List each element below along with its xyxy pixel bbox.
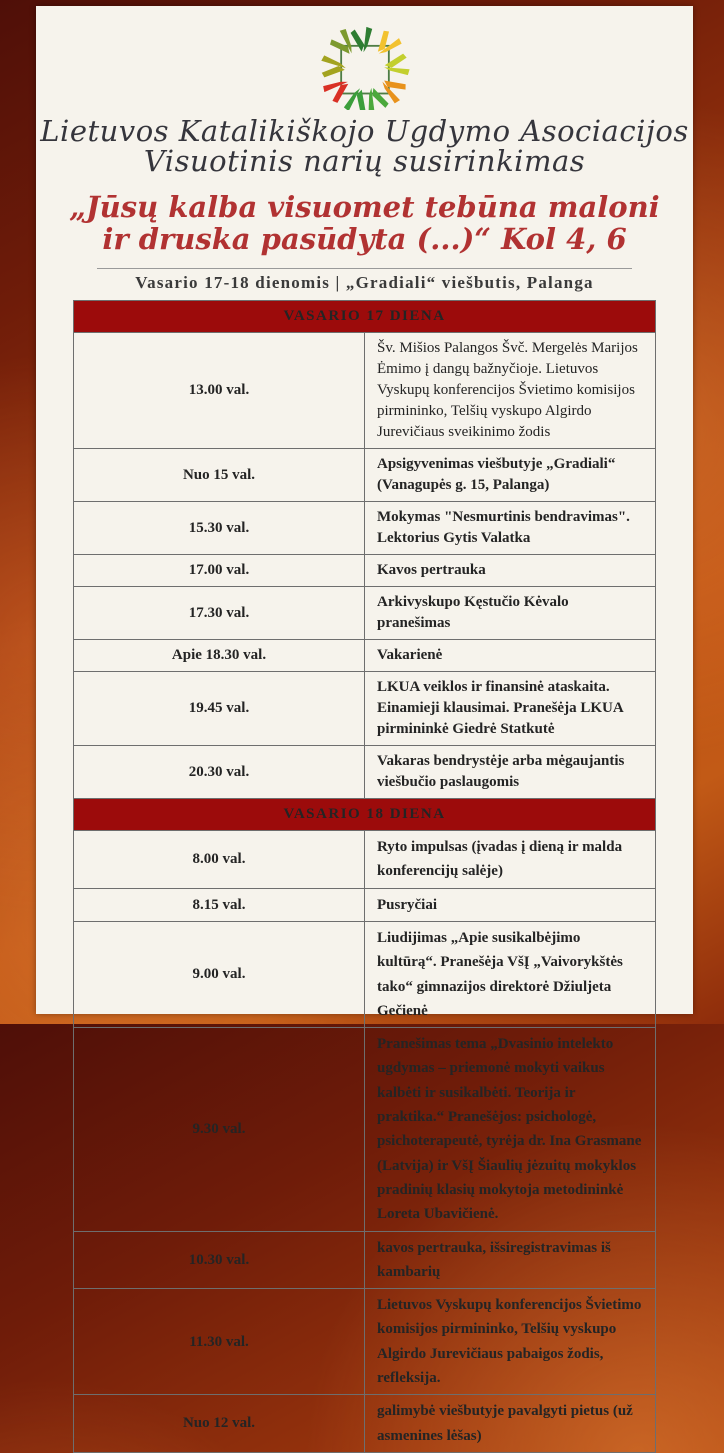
- title-line-1: Lietuvos Katalikiškojo Ugdymo Asociacijos: [40, 114, 689, 148]
- page-title: [36, 114, 693, 179]
- time-cell: 13.00 val.: [74, 333, 365, 449]
- activity-cell: Arkivyskupo Kęstučio Kėvalo pranešimas: [365, 587, 656, 640]
- table-row: [74, 449, 656, 502]
- time-cell: 19.45 val.: [74, 672, 365, 746]
- activity-cell: Pusryčiai: [365, 888, 656, 921]
- time-cell: Nuo 12 val.: [74, 1395, 365, 1453]
- schedule-table: [73, 300, 656, 1453]
- activity-cell: Kavos pertrauka: [365, 555, 656, 587]
- quote-line-2: ir druska pasūdyta (...)“ Kol 4, 6: [102, 222, 627, 257]
- time-cell: Nuo 15 val.: [74, 449, 365, 502]
- day1-header-row: [74, 301, 656, 333]
- time-cell: 10.30 val.: [74, 1231, 365, 1289]
- activity-cell: Pranešimas tema „Dvasinio intelekto ugdymas – priemonė mokyti vaikus kalbėti ir susikalbėti. Teorija ir praktika.“ Pranešėjos: psichologė, psichoterapeutė, tyrėja dr. Ina Grasmane (Latvija) ir VšĮ Šiaulių jėzuitų mokyklos pradinių klasių mokytoja metodininkė Loreta Ubavičienė.: [365, 1028, 656, 1231]
- poster-panel: [36, 6, 693, 1444]
- table-row: [74, 831, 656, 889]
- time-cell: 8.15 val.: [74, 888, 365, 921]
- activity-cell: Lietuvos Vyskupų konferencijos Švietimo komisijos pirmininko, Telšių vyskupo Algirdo Jurevičiaus pabaigos žodis, refleksija.: [365, 1289, 656, 1395]
- table-row: [74, 1028, 656, 1231]
- activity-cell: Mokymas "Nesmurtinis bendravimas". Lektorius Gytis Valatka: [365, 502, 656, 555]
- table-row: [74, 1231, 656, 1289]
- table-row: [74, 1289, 656, 1395]
- table-row: [74, 502, 656, 555]
- time-cell: 9.30 val.: [74, 1028, 365, 1231]
- time-cell: 17.00 val.: [74, 555, 365, 587]
- time-cell: 9.00 val.: [74, 921, 365, 1027]
- association-logo-icon: [36, 22, 693, 110]
- table-row: [74, 555, 656, 587]
- activity-cell: Liudijimas „Apie susikalbėjimo kultūrą“. Pranešėja VšĮ „Vaivorykštės tako“ gimnazijos direktorė Džiuljeta Gečienė: [365, 921, 656, 1027]
- title-line-2: Visuotinis narių susirinkimas: [143, 144, 586, 179]
- scripture-quote: [36, 192, 693, 256]
- table-row: [74, 746, 656, 799]
- table-row: [74, 640, 656, 672]
- day2-title: VASARIO 18 DIENA: [74, 799, 656, 831]
- time-cell: 11.30 val.: [74, 1289, 365, 1395]
- activity-cell: LKUA veiklos ir finansinė ataskaita. Einamieji klausimai. Pranešėja LKUA pirmininkė Giedrė Statkutė: [365, 672, 656, 746]
- activity-cell: Šv. Mišios Palangos Švč. Mergelės Marijos Ėmimo į dangų bažnyčioje. Lietuvos Vyskupų konferencijos Švietimo komisijos pirmininko, Telšių vyskupo Algirdo Jurevičiaus sveikinimo žodis: [365, 333, 656, 449]
- activity-cell: Ryto impulsas (įvadas į dieną ir malda konferencijų salėje): [365, 831, 656, 889]
- table-row: [74, 921, 656, 1027]
- time-cell: 15.30 val.: [74, 502, 365, 555]
- time-cell: 20.30 val.: [74, 746, 365, 799]
- table-row: [74, 672, 656, 746]
- event-date-location: Vasario 17-18 dienomis | „Gradiali“ viešbutis, Palanga: [135, 273, 594, 293]
- time-cell: Apie 18.30 val.: [74, 640, 365, 672]
- quote-line-1: „Jūsų kalba visuomet tebūna maloni: [69, 190, 660, 225]
- table-row: [74, 1395, 656, 1453]
- table-row: [74, 888, 656, 921]
- time-cell: 8.00 val.: [74, 831, 365, 889]
- table-row: [74, 333, 656, 449]
- activity-cell: Vakarienė: [365, 640, 656, 672]
- activity-cell: kavos pertrauka, išsiregistravimas iš kambarių: [365, 1231, 656, 1289]
- day1-title: VASARIO 17 DIENA: [74, 301, 656, 333]
- table-row: [74, 587, 656, 640]
- activity-cell: Vakaras bendrystėje arba mėgaujantis viešbučio paslaugomis: [365, 746, 656, 799]
- divider-line: [97, 268, 632, 269]
- activity-cell: galimybė viešbutyje pavalgyti pietus (už asmenines lėšas): [365, 1395, 656, 1453]
- day2-header-row: [74, 799, 656, 831]
- activity-cell: Apsigyvenimas viešbutyje „Gradiali“ (Vanagupės g. 15, Palanga): [365, 449, 656, 502]
- time-cell: 17.30 val.: [74, 587, 365, 640]
